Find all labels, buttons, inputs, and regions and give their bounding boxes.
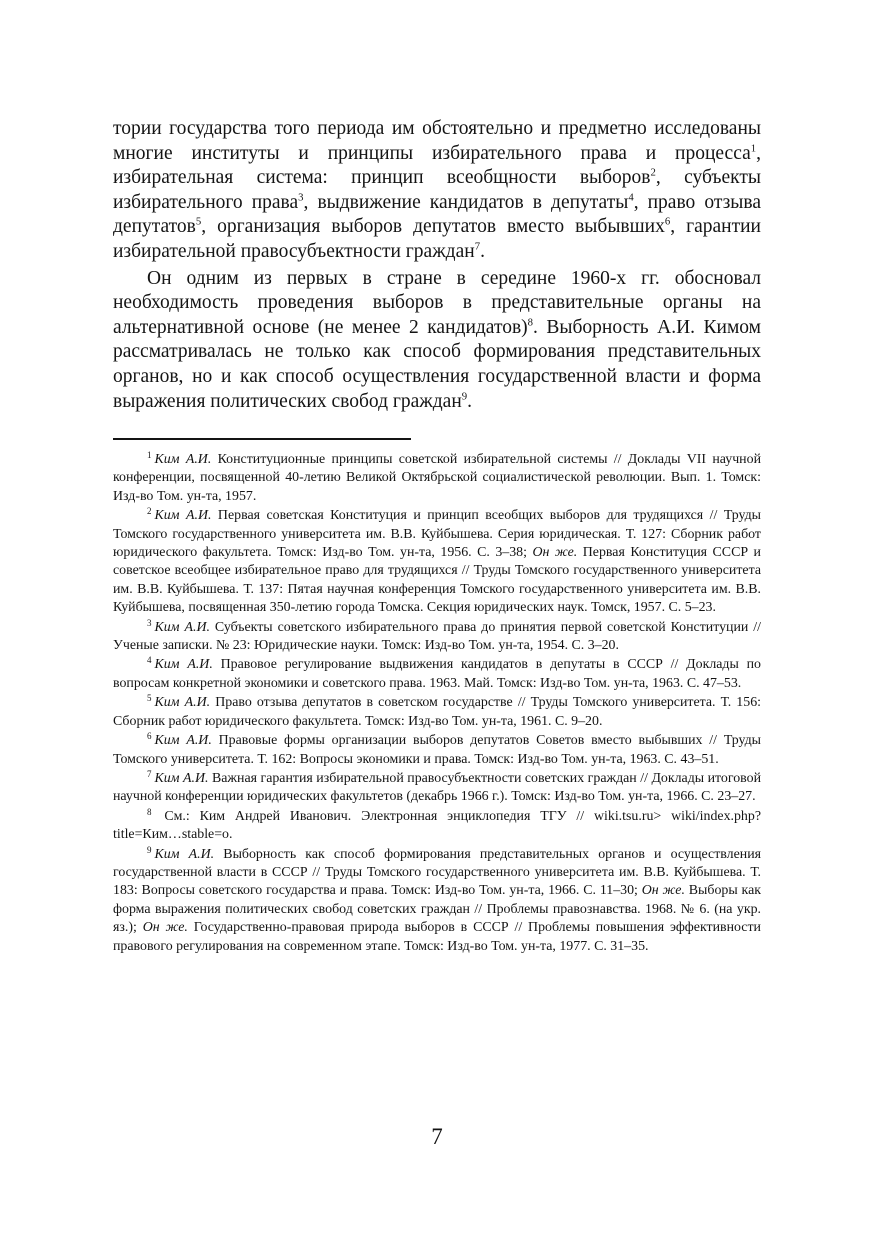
- footnote-author: Ким А.И.: [154, 770, 209, 786]
- paragraph-2: [113, 267, 761, 415]
- footnote-number: 6: [147, 731, 152, 742]
- footnote-text: Субъекты советского избирательного права до принятия первой советской Конституции // Ученые записки. № 23: Юридические науки. Томск: Изд-во Том. ун-та, 1954. С. 3–20.: [113, 619, 762, 654]
- text-run: , выдвижение кандидатов в депутаты: [303, 191, 629, 213]
- text-run: .: [467, 390, 472, 412]
- footnote-number: 7: [147, 768, 152, 779]
- footnote-ref[interactable]: 5: [195, 215, 202, 228]
- footnote-number: 4: [147, 655, 152, 666]
- footnote-text: Важная гарантия избирательной правосубъектности советских граждан // Доклады итоговой научной конференции юридических факультетов (декабрь 1966 г.). Томск: Изд-во Том. ун-та, 1966. С. 23–27.: [113, 770, 762, 805]
- footnote-text: Государственно-правовая природа выборов в СССР // Проблемы повышения эффективности правового регулирования на современном этапе. Томск: Изд-во Том. ун-та, 1977. С. 31–35.: [113, 920, 761, 954]
- footnote-author: Ким А.И.: [154, 846, 215, 862]
- text-run: , гарантии избирательной правосубъектности граждан: [113, 216, 761, 262]
- footnote-number: 3: [147, 617, 152, 628]
- footnote-number: 2: [147, 506, 152, 517]
- footnote-author: Ким А.И.: [154, 733, 212, 749]
- footnote-number: 1: [147, 450, 152, 460]
- footnote-author: Он же.: [532, 545, 578, 561]
- page-number: 7: [431, 1124, 443, 1149]
- footnote-ref[interactable]: 6: [664, 215, 671, 228]
- footnote-text: Право отзыва депутатов в советском государстве // Труды Томского университета. Т. 156: Сборник работ юридического факультета. Томск: Изд-во Том. ун-та, 1961. С. 9–20.: [113, 695, 761, 729]
- footnote-author: Он же.: [641, 883, 685, 899]
- footnote-text: Правовое регулирование выдвижения кандидатов в депутаты в СССР // Доклады по вопросам конкретной экономики и советского права. 1963. Май. Томск: Изд-во Том. ун-та, 1963. С. 47–53.: [113, 657, 761, 691]
- footnote-number: 9: [147, 844, 152, 855]
- footnote-author: Ким А.И.: [154, 619, 210, 635]
- footnote-number: 5: [147, 693, 152, 704]
- text-run: . Выборность А.И. Кимом рассматривалась не только как способ формирования представительных органов, но и как способ осуществления государственной власти и форма выражения политических свобод граждан: [113, 316, 761, 412]
- footnote-text: См.: Ким Андрей Иванович. Электронная энциклопедия ТГУ // wiki.tsu.ru> wiki/index.php?title=Ким…stable=o.: [113, 808, 761, 843]
- footnote-ref[interactable]: 4: [628, 191, 634, 204]
- footnote-ref[interactable]: 1: [750, 142, 757, 155]
- footnote-author: Ким А.И.: [154, 508, 212, 524]
- text-run: , избирательная система: принцип всеобщности выборов: [113, 142, 761, 189]
- footnote-5: [113, 694, 761, 731]
- footnote-separator: [113, 438, 411, 440]
- footnote-8: [113, 808, 761, 845]
- paragraph-1: [113, 117, 761, 265]
- footnote-text: Первая советская Конституция и принцип всеобщих выборов для трудящихся // Труды Томского государственного университета им. В.В. Куйбышева. Серия юридическая. Т. 127: Сборник работ юридического факультета. Томск: Изд-во Том. ун-та, 1956. С. 3–38;: [113, 508, 762, 561]
- text-run: , организация выборов депутатов вместо выбывших: [201, 216, 665, 238]
- footnote-text: Первая Конституция СССР и советское всеобщее избирательное право для трудящихся // Труды Томского государственного университета им. В.В. Куйбышева. Т. 137: Пятая научная конференция Томского государственного университета им. В.В. Куйбышева, посвященная 350-летию города Томска. Секция юридических наук. Томск, 1957. С. 5–23.: [113, 545, 761, 616]
- footnote-author: Ким А.И.: [154, 452, 212, 467]
- footnote-ref[interactable]: 8: [527, 316, 534, 329]
- footnote-ref[interactable]: 9: [461, 390, 468, 403]
- footnote-text: Выборность как способ формирования представительных органов и осуществления государственной власти в СССР // Труды Томского государственного университета им. В.В. Куйбышева. Т. 183: Вопросы советского государства и права. Томск: Изд-во Том. ун-та, 1966. С. 11–30;: [113, 846, 762, 899]
- text-run: .: [480, 240, 485, 262]
- text-run: тории государства того периода им обстоятельно и предметно исследованы многие институты и принципы избирательного права и процесса: [113, 118, 761, 164]
- footnote-6: [113, 732, 761, 769]
- text-run: , право отзыва депутатов: [113, 191, 762, 238]
- footnote-ref[interactable]: 3: [298, 191, 304, 204]
- main-text: [113, 117, 761, 414]
- footnote-9: [113, 846, 761, 956]
- footnote-text: Конституционные принципы советской избирательной системы // Доклады VII научной конференции, посвященной 40-летию Великой Октябрьской социалистической революции. Вып. 1. Томск: Изд-во Том. ун-та, 1957.: [113, 452, 761, 504]
- text-run: Он одним из первых в стране в середине 1960-х гг. обосновал необходимость проведения выборов в представительные органы на альтернативной основе (не менее 2 кандидатов): [113, 267, 761, 338]
- footnote-ref[interactable]: 7: [474, 240, 481, 253]
- footnote-text: Правовые формы организации выборов депутатов Советов вместо выбывших // Труды Томского университета. Т. 162: Вопросы экономики и права. Томск: Изд-во Том. ун-та, 1963. С. 43–51.: [113, 733, 762, 767]
- footnote-number: 8: [147, 806, 152, 817]
- text-run: , субъекты избирательного права: [113, 167, 762, 213]
- footnote-2: [113, 507, 761, 617]
- footnote-3: [113, 619, 761, 656]
- footnote-author: Он же.: [142, 920, 188, 936]
- footnote-4: [113, 656, 761, 693]
- footnote-7: [113, 770, 761, 807]
- footnote-author: Ким А.И.: [154, 657, 213, 673]
- footnote-ref[interactable]: 2: [650, 166, 656, 179]
- footnote-author: Ким А.И.: [154, 695, 211, 711]
- footnote-1: [113, 451, 761, 506]
- footnote-text: Выборы как форма выражения политических свобод советских граждан // Проблемы правознавства. 1968. № 6. (на укр. яз.);: [113, 883, 761, 936]
- footnotes: [113, 451, 761, 957]
